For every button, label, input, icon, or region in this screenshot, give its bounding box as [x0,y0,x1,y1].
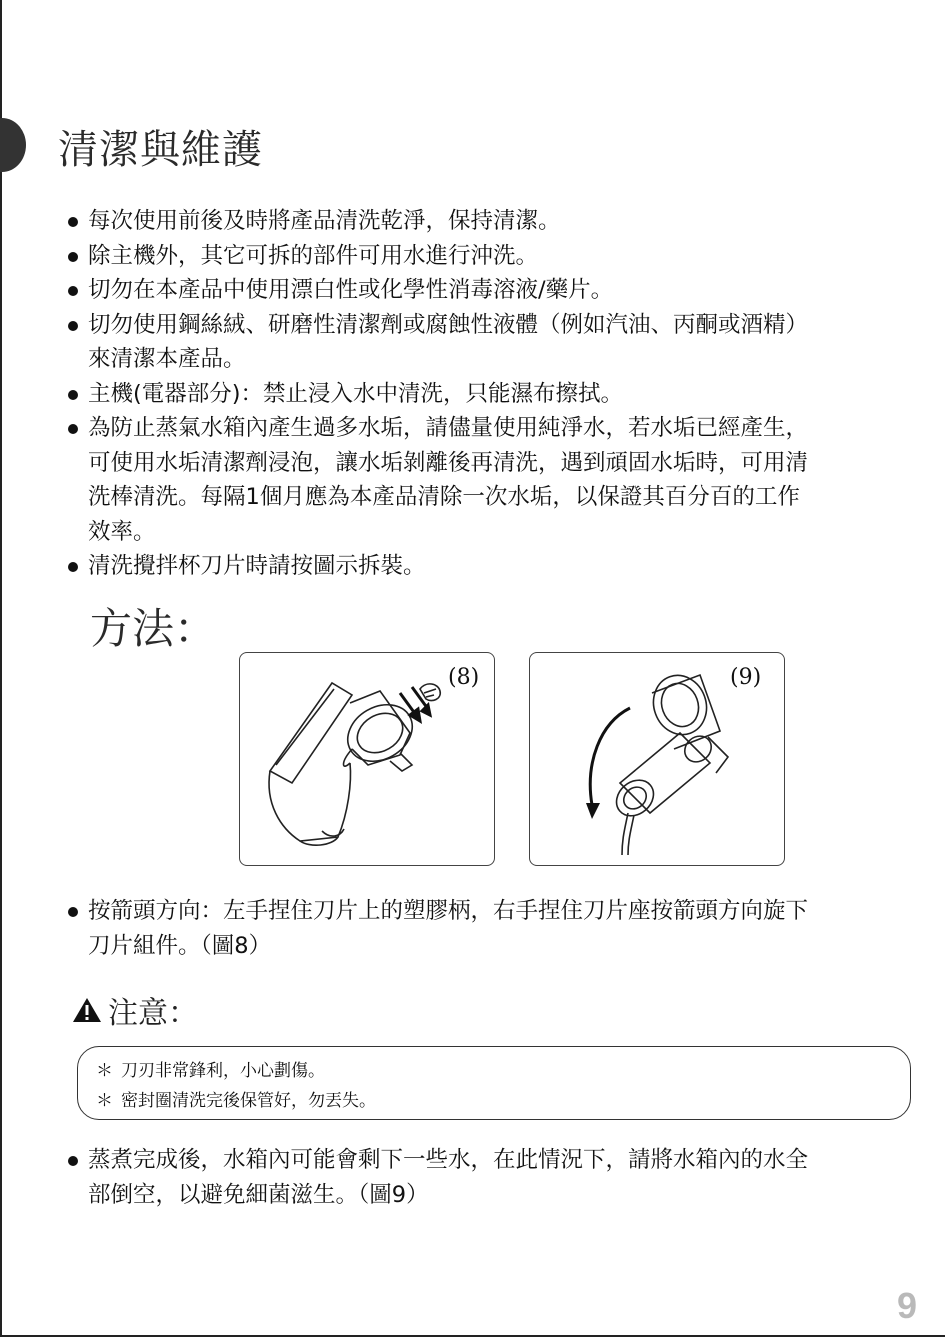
list-item: 切勿在本產品中使用漂白性或化學性消毒溶液/藥片。 [68,273,908,308]
cleaning-instructions-list [68,204,908,584]
caution-item: ＊ 密封圈清洗完後保管好，勿丟失。 [96,1091,376,1111]
caution-heading: 注意： [72,988,198,1032]
caution-box [77,1046,911,1120]
section-tab-marker [0,118,26,172]
figure-label: (8) [448,665,480,690]
bullet-dot-icon [68,1156,78,1166]
blade-removal-instructions [68,894,908,963]
after-steaming-instructions [68,1143,908,1212]
bullet-dot-icon [68,424,78,434]
section-title: 清潔與維護 [58,127,263,173]
caution-item: ＊ 刀刃非常鋒利，小心劃傷。 [96,1061,325,1081]
list-item: 蒸煮完成後，水箱內可能會剩下一些水，在此情況下，請將水箱內的水全 部倒空，以避免細菌滋生。（圖9） [68,1143,908,1212]
figure-8-remove-blade [239,652,495,866]
list-item: 除主機外，其它可拆的部件可用水進行沖洗。 [68,239,908,274]
bullet-dot-icon [68,321,78,331]
list-item: 按箭頭方向：左手捏住刀片上的塑膠柄，右手捏住刀片座按箭頭方向旋下 刀片組件。（圖8） [68,894,908,963]
bullet-dot-icon [68,286,78,296]
bullet-dot-icon [68,390,78,400]
method-title: 方法： [90,604,217,653]
list-item: 切勿使用鋼絲絨、研磨性清潔劑或腐蝕性液體（例如汽油、丙酮或酒精） 來清潔本產品。 [68,308,908,377]
bullet-dot-icon [68,562,78,572]
list-item: 為防止蒸氣水箱內產生過多水垢，請儘量使用純淨水，若水垢已經產生， 可使用水垢清潔劑浸泡，讓水垢剝離後再清洗，遇到頑固水垢時，可用清 洗棒清洗。每隔1個月應為本產品清除一次水垢，以保證其百分百的工作 效率。 [68,411,908,549]
warning-triangle-icon [72,997,102,1023]
bullet-dot-icon [68,907,78,917]
figure-label: (9) [730,665,762,690]
list-item: 每次使用前後及時將產品清洗乾淨，保持清潔。 [68,204,908,239]
bullet-dot-icon [68,217,78,227]
list-item: 清洗攪拌杯刀片時請按圖示拆裝。 [68,549,908,584]
page-number: 9 [896,1285,917,1326]
list-item: 主機(電器部分)：禁止浸入水中清洗，只能濕布擦拭。 [68,377,908,412]
figure-9-pour-water [529,652,785,866]
bullet-dot-icon [68,252,78,262]
